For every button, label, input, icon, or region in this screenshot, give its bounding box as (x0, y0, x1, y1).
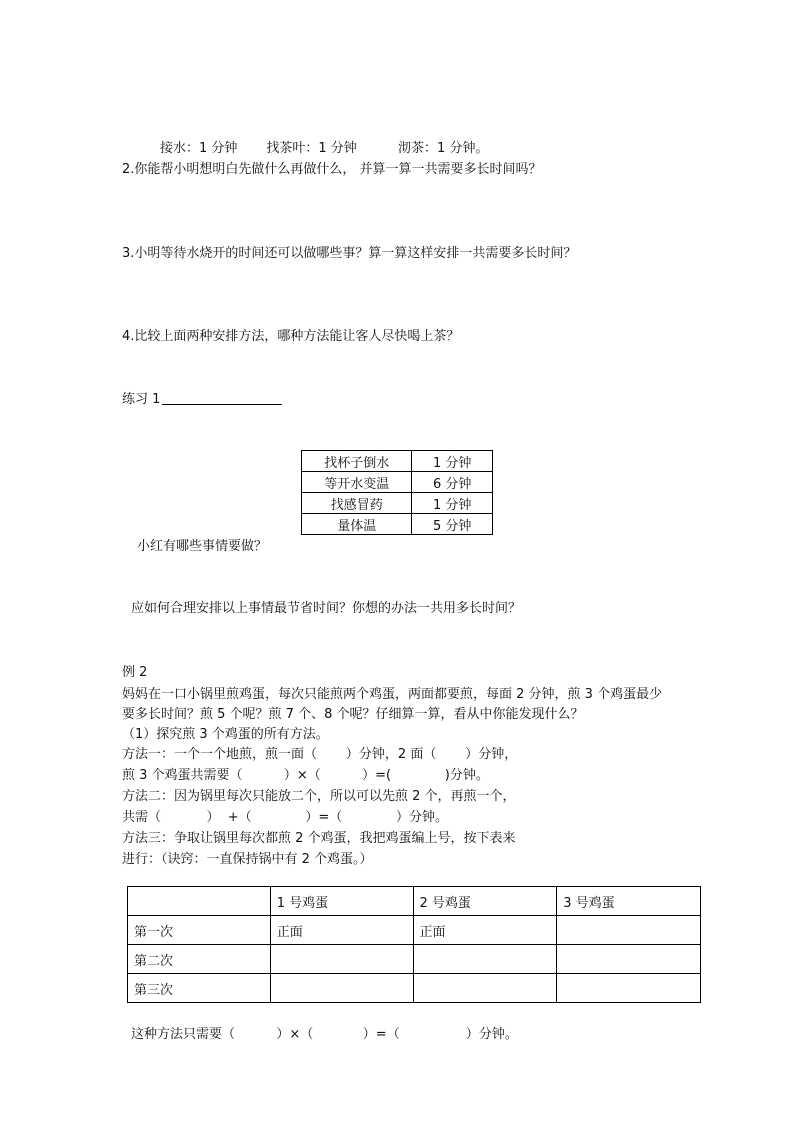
example-2-step-1: （1）探究煎 3 个鸡蛋的所有方法。 (122, 727, 329, 742)
table-row (302, 451, 493, 472)
table-cell: 6 分钟 (412, 472, 493, 493)
table-header-cell: 2 号鸡蛋 (413, 887, 557, 916)
method-1-line-2: 煎 3 个鸡蛋共需要（ ）×（ ）=( )分钟。 (122, 768, 489, 783)
table-cell: 5 分钟 (412, 514, 493, 535)
table-cell: 找杯子倒水 (302, 451, 412, 472)
table-cell (557, 945, 701, 974)
table-row (302, 514, 493, 535)
table-cell: 第一次 (128, 916, 271, 945)
question-3: 3.小明等待水烧开的时间还可以做哪些事？算一算这样安排一共需要多长时间？ (122, 246, 577, 261)
example-2-paragraph-line-2: 要多长时间？煎 5 个呢？煎 7 个、8 个呢？仔细算一算，看从中你能发现什么？ (122, 707, 584, 722)
example-2-heading: 例 2 (122, 665, 148, 680)
table-header-cell: 1 号鸡蛋 (270, 887, 413, 916)
method-2-line-1: 方法二：因为锅里每次只能放二个，所以可以先煎 2 个，再煎一个， (122, 789, 516, 804)
table-cell (413, 974, 557, 1003)
question-4: 4.比较上面两种安排方法，哪种方法能让客人尽快喝上茶？ (122, 329, 460, 344)
table-row (302, 472, 493, 493)
egg-frying-table (127, 886, 701, 1003)
table-row (128, 916, 701, 945)
table-cell: 第三次 (128, 974, 271, 1003)
method-1-line-1: 方法一：一个一个地煎，煎一面（ ）分钟，2 面（ ）分钟， (122, 747, 518, 762)
table-cell: 第二次 (128, 945, 271, 974)
table-cell (557, 974, 701, 1003)
task-time-table (301, 450, 493, 535)
xiaohong-question-2: 应如何合理安排以上事情最节省时间？你想的办法一共用多长时间？ (131, 601, 522, 616)
question-2: 2.你能帮小明想明白先做什么再做什么， 并算一算一共需要多长时间吗？ (122, 162, 542, 177)
practice-underline (162, 390, 282, 405)
table-row (128, 945, 701, 974)
table-row (128, 974, 701, 1003)
table-header-cell (128, 887, 271, 916)
steps-line: 接水：1 分钟 找茶叶：1 分钟 沏茶：1 分钟。 (160, 141, 489, 156)
table-cell (270, 945, 413, 974)
table-cell: 找感冒药 (302, 493, 412, 514)
table-cell: 等开水变温 (302, 472, 412, 493)
method-2-line-2: 共需（ ） +（ ）=（ ）分钟。 (122, 810, 448, 825)
table-cell (270, 974, 413, 1003)
method-3-line-1: 方法三：争取让锅里每次都煎 2 个鸡蛋，我把鸡蛋编上号，按下表来 (122, 831, 516, 846)
practice-heading (122, 390, 282, 409)
practice-label: 练习 1 (122, 392, 161, 407)
table-header-row (128, 887, 701, 916)
table-cell: 正面 (270, 916, 413, 945)
table-cell (557, 916, 701, 945)
xiaohong-question-1: 小红有哪些事情要做？ (137, 539, 268, 554)
table-cell: 量体温 (302, 514, 412, 535)
table-cell: 1 分钟 (412, 451, 493, 472)
method-3-line-2: 进行：（诀窍：一直保持锅中有 2 个鸡蛋。） (122, 852, 373, 867)
table-cell (413, 945, 557, 974)
final-answer-line: 这种方法只需要（ ）×（ ）=（ ）分钟。 (131, 1027, 518, 1042)
table-cell: 1 分钟 (412, 493, 493, 514)
example-2-paragraph-line-1: 妈妈在一口小锅里煎鸡蛋，每次只能煎两个鸡蛋，两面都要煎，每面 2 分钟，煎 3 个鸡蛋最少 (122, 687, 663, 702)
table-header-cell: 3 号鸡蛋 (557, 887, 701, 916)
table-row (302, 493, 493, 514)
table-cell: 正面 (413, 916, 557, 945)
